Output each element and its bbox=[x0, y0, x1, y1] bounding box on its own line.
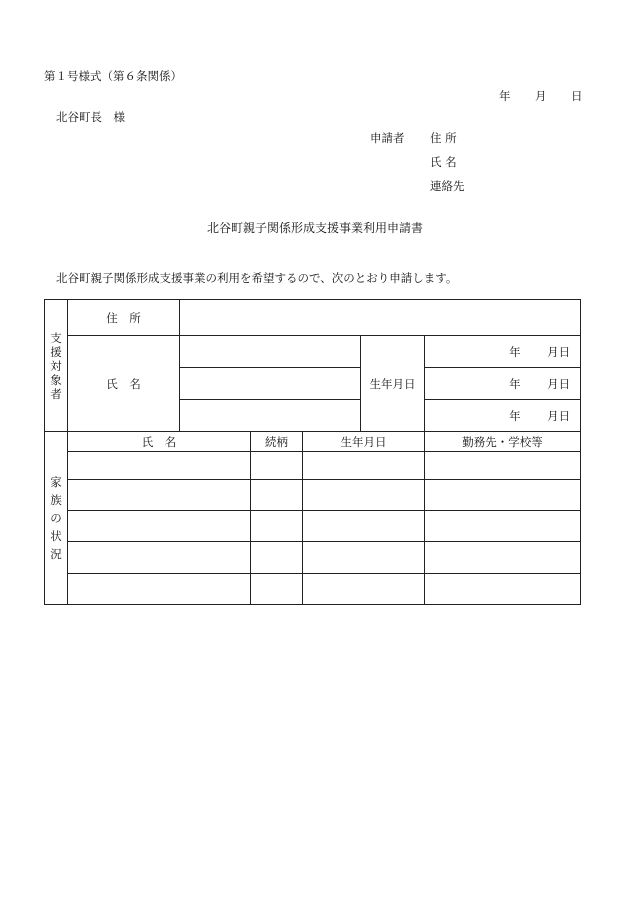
date-day: 日 bbox=[571, 89, 583, 103]
target-name-field-3[interactable] bbox=[180, 400, 361, 432]
family-relation-field[interactable] bbox=[251, 480, 303, 511]
target-birth-field-3[interactable] bbox=[425, 400, 581, 432]
family-work-field[interactable] bbox=[425, 542, 581, 574]
date-month: 月 bbox=[535, 89, 547, 103]
addressee: 北谷町長 様 bbox=[56, 110, 125, 124]
family-birth-field[interactable] bbox=[303, 480, 425, 511]
birth-month: 月 bbox=[547, 376, 559, 391]
family-name-field[interactable] bbox=[68, 452, 251, 480]
family-birth-field[interactable] bbox=[303, 452, 425, 480]
birth-day: 日 bbox=[558, 408, 571, 423]
family-row bbox=[45, 480, 581, 511]
birth-day: 日 bbox=[558, 376, 571, 391]
family-work-field[interactable] bbox=[425, 574, 581, 605]
family-relation-field[interactable] bbox=[251, 452, 303, 480]
target-section-label: 支 援 対 象 者 bbox=[45, 300, 68, 432]
family-work-field[interactable] bbox=[425, 452, 581, 480]
document-title: 北谷町親子関係形成支援事業利用申請書 bbox=[206, 221, 423, 235]
date-year: 年 bbox=[499, 89, 511, 103]
intro-text: 北谷町親子関係形成支援事業の利用を希望するので、次のとおり申請します。 bbox=[56, 271, 458, 285]
birth-month: 月 bbox=[547, 344, 559, 359]
applicant-address-label: 住 所 bbox=[430, 131, 457, 145]
target-birth-field-2[interactable] bbox=[425, 368, 581, 400]
birth-year: 年 bbox=[509, 344, 521, 359]
family-row bbox=[45, 511, 581, 542]
birth-year: 年 bbox=[509, 408, 521, 423]
application-table bbox=[44, 299, 581, 605]
family-row bbox=[45, 542, 581, 574]
submission-date bbox=[499, 88, 583, 104]
family-work-field[interactable] bbox=[425, 511, 581, 542]
target-birth-field-1[interactable] bbox=[425, 336, 581, 368]
family-birth-field[interactable] bbox=[303, 574, 425, 605]
family-section-label: 家 族 の 状 況 bbox=[45, 432, 68, 605]
family-name-field[interactable] bbox=[68, 511, 251, 542]
target-name-label: 氏 名 bbox=[68, 336, 180, 432]
family-birth-field[interactable] bbox=[303, 542, 425, 574]
family-work-field[interactable] bbox=[425, 480, 581, 511]
family-name-field[interactable] bbox=[68, 542, 251, 574]
birth-month: 月 bbox=[547, 408, 559, 423]
family-row bbox=[45, 452, 581, 480]
birth-day: 日 bbox=[558, 344, 571, 359]
target-address-label: 住 所 bbox=[68, 300, 180, 336]
applicant-label: 申請者 bbox=[370, 131, 405, 145]
form-number: 第１号様式（第６条関係） bbox=[44, 69, 182, 83]
family-relation-field[interactable] bbox=[251, 542, 303, 574]
family-relation-header: 続柄 bbox=[251, 432, 303, 452]
target-name-field-1[interactable] bbox=[180, 336, 361, 368]
family-relation-field[interactable] bbox=[251, 574, 303, 605]
applicant-name-label: 氏 名 bbox=[430, 155, 457, 169]
family-row bbox=[45, 574, 581, 605]
family-name-header: 氏 名 bbox=[68, 432, 251, 452]
family-birth-header: 生年月日 bbox=[303, 432, 425, 452]
family-name-field[interactable] bbox=[68, 574, 251, 605]
family-work-header: 勤務先・学校等 bbox=[425, 432, 581, 452]
birth-year: 年 bbox=[509, 376, 521, 391]
applicant-contact-label: 連絡先 bbox=[430, 179, 465, 193]
target-name-field-2[interactable] bbox=[180, 368, 361, 400]
target-address-field[interactable] bbox=[180, 300, 581, 336]
family-birth-field[interactable] bbox=[303, 511, 425, 542]
family-relation-field[interactable] bbox=[251, 511, 303, 542]
family-name-field[interactable] bbox=[68, 480, 251, 511]
target-birth-label: 生年月日 bbox=[361, 336, 425, 432]
